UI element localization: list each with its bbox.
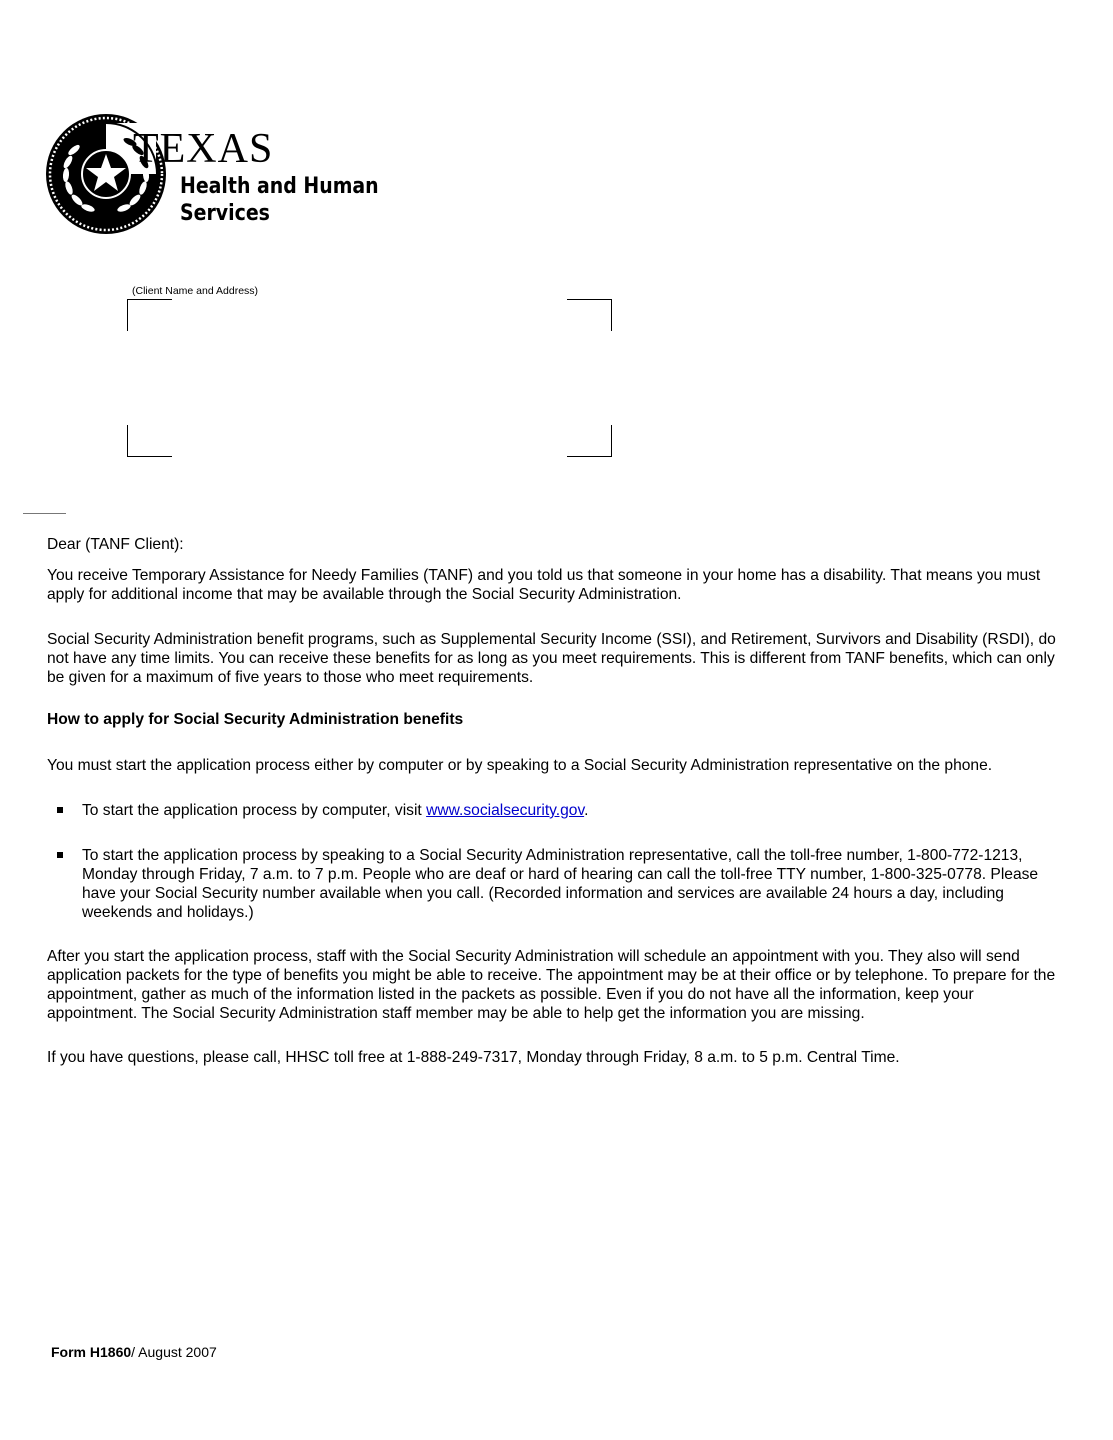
address-window-corner-bottom-left <box>127 425 172 457</box>
fold-mark <box>23 513 66 514</box>
paragraph-questions: If you have questions, please call, HHSC toll free at 1-888-249-7317, Monday through Friday, 8 a.m. to 5 p.m. Central Time. <box>47 1049 900 1066</box>
form-date: / August 2007 <box>131 1344 217 1360</box>
section-heading: How to apply for Social Security Administration benefits <box>47 711 464 728</box>
address-block-label: (Client Name and Address) <box>132 285 259 297</box>
bullet-computer <box>82 801 1062 820</box>
address-window-corner-bottom-right <box>567 425 612 457</box>
socialsecurity-link[interactable]: www.socialsecurity.gov <box>426 802 585 819</box>
bullet-icon <box>57 807 63 813</box>
paragraph-intro: You receive Temporary Assistance for Needy Families (TANF) and you told us that someone in your home has a disability. That means you must apply for additional income that may be available through the Social Security Administration. <box>47 567 1041 603</box>
bullet-icon <box>57 852 63 858</box>
form-footer <box>51 1344 217 1360</box>
bullet-computer-text: To start the application process by computer, visit <box>82 802 427 819</box>
paragraph-how-to-start: You must start the application process either by computer or by speaking to a Social Security Administration representative on the phone. <box>47 757 993 774</box>
salutation: Dear (TANF Client): <box>47 536 184 553</box>
paragraph-benefit-programs: Social Security Administration benefit programs, such as Supplemental Security Income (SSI), and Retirement, Survivors and Disability (RSDI), do not have any time limits. You can receive these benefits for as long as you meet requirements. This is different from TANF benefits, which can only be given for a maximum of five years to those who meet requirements. <box>47 631 1056 686</box>
logo-subtitle-line2: Services <box>180 201 270 226</box>
form-number: Form H1860 <box>51 1344 132 1360</box>
bullet-computer-period: . <box>584 802 589 819</box>
address-window-corner-top-left <box>127 299 172 331</box>
logo-subtitle-line1: Health and Human <box>180 174 379 199</box>
bullet-phone: To start the application process by speaking to a Social Security Administration representative, call the toll-free number, 1-800-772-1213, Monday through Friday, 7 a.m. to 7 p.m. People who are deaf or hard of hearing can call the toll-free TTY number, 1-800-325-0778. Please have your Social Security number available when you call. (Recorded information and services are available 24 hours a day, including weekends and holidays.) <box>82 847 1039 921</box>
address-window-corner-top-right <box>567 299 612 331</box>
logo-title: TEXAS <box>133 126 274 172</box>
paragraph-after-start: After you start the application process, staff with the Social Security Administration will schedule an appointment with you. They also will send application packets for the type of benefits you might be able to receive. The appointment may be at their office or by telephone. To prepare for the appointment, gather as much of the information listed in the packets as possible. Even if you do not have all the information, keep your appointment. The Social Security Administration staff member may be able to help get the information you are missing. <box>47 948 1056 1022</box>
